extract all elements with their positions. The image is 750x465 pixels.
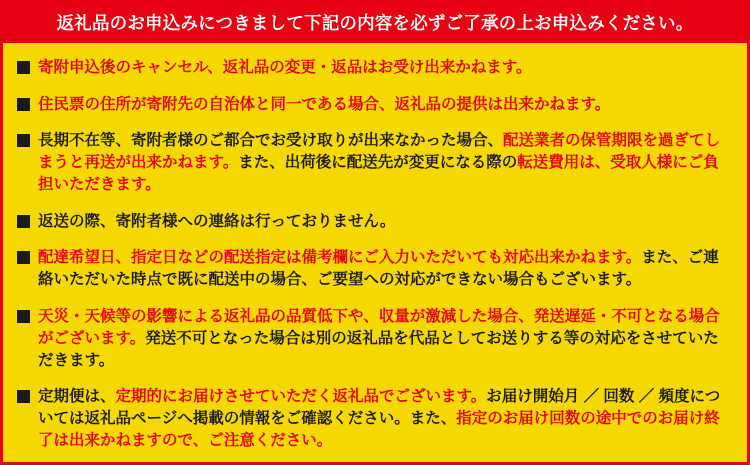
notice-segment: 天災・天候等の影響による返礼品の品質低下や、収量が激減した場合、発送遅延・不可となる場合がございます。 [38,307,720,347]
list-item [17,306,731,372]
square-bullet-icon [17,134,30,147]
notice-item-residence [38,94,731,116]
notice-segment: 住民票の住所が寄附先の自治体と同一である場合、返礼品の提供は出来かねます。 [38,95,611,113]
notice-header-title: 返礼品のお申込みにつきまして下記の内容を必ずご了承の上お申込みください。 [3,3,747,43]
notice-item-return-contact [38,211,731,233]
square-bullet-icon [17,215,30,228]
notice-segment: お届け開始月 ／ 回数 ／ 頻度については返礼品ページへ掲載の情報をご確認ください。また、 [38,388,721,427]
list-item [17,57,731,79]
square-bullet-icon [17,98,30,111]
notice-segment: また、ご連絡いただいた時点で既に配送中の場合、ご要望への対応ができない場合もございます。 [38,249,719,288]
notice-item-subscription [38,386,731,452]
notice-segment: 配達希望日、指定日などの配送指定は備考欄にご入力いただいても対応出来かねます。 [38,249,642,266]
list-item [17,386,731,452]
notice-segment: 発送不可となった場合は別の返礼品を代品としてお送りする等の対応をさせていただきます。 [38,329,719,369]
notice-segment: 定期的にお届けさせていただく返礼品でございます。 [115,388,487,405]
notice-segment: 指定のお届け回数の途中でのお届け終了は出来かねますので、ご注意ください。 [38,410,720,449]
notice-item-delivery-date [38,247,731,291]
notice-segment: 配送業者の保管期限を過ぎてしまうと再送が出来かねます。 [38,132,721,171]
list-item [17,247,731,291]
list-item [17,94,731,116]
notice-segment: 返送の際、寄附者様への連絡は行っておりません。 [38,212,396,230]
notice-segment: 寄附申込後のキャンセル、返礼品の変更・返品はお受け出来かねます。 [38,59,532,76]
notice-segment: 長期不在等、寄附者様のご都合でお受け取りが出来なかった場合、 [38,132,504,149]
notice-segment: 転送費用は、受取人様にご負担いただきます。 [38,154,719,193]
notice-segment: また、出荷後に配送先が変更になる際の [238,154,518,171]
square-bullet-icon [17,390,30,403]
notice-item-disaster [38,306,731,372]
notice-segment: 定期便は、 [38,388,116,405]
notice-item-cancel [38,57,731,79]
square-bullet-icon [17,251,30,264]
square-bullet-icon [17,310,30,323]
notice-items-list [3,43,747,462]
notice-item-absence [38,130,731,196]
list-item [17,130,731,196]
square-bullet-icon [17,61,30,74]
list-item [17,211,731,233]
